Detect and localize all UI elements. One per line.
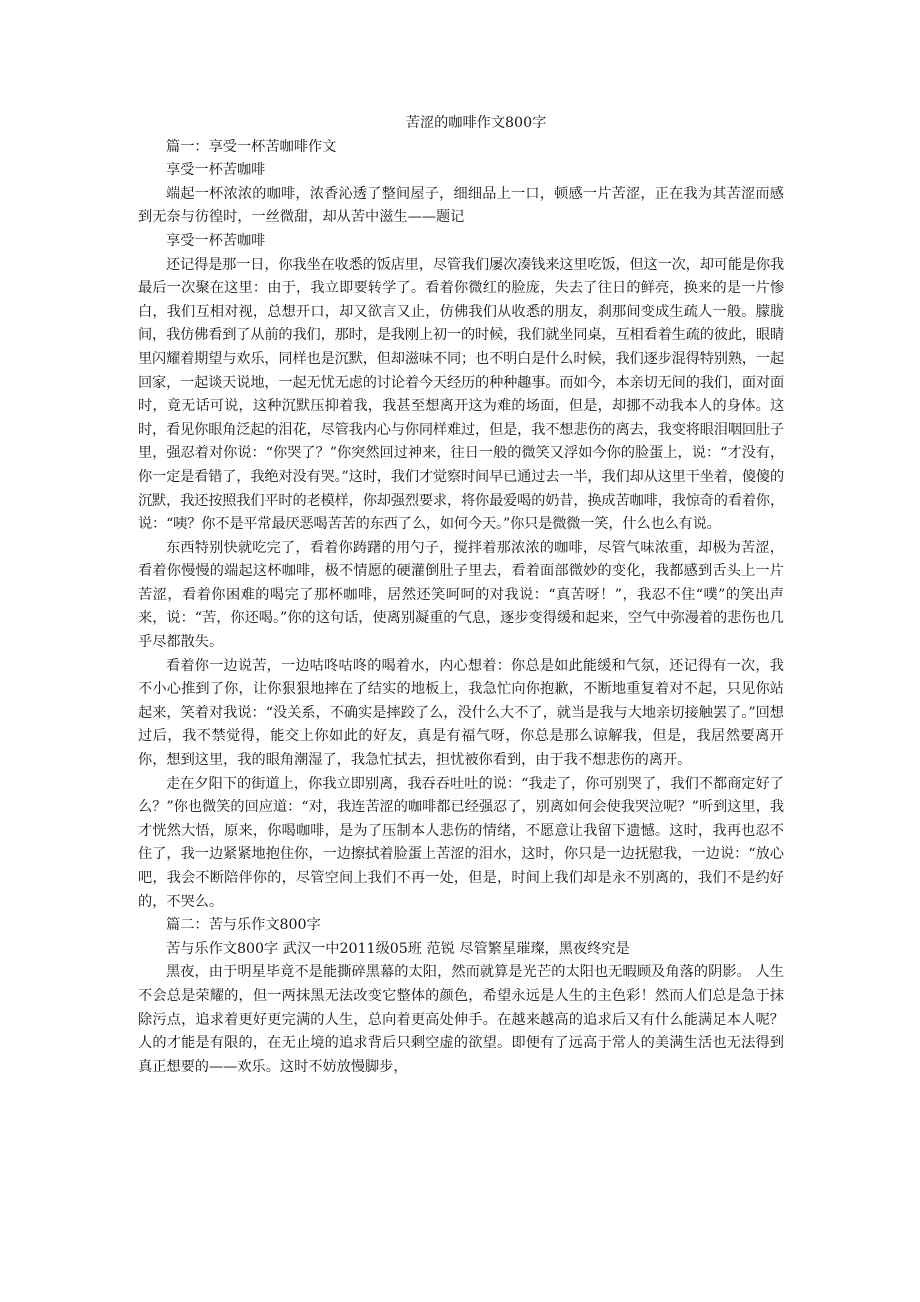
document-page (138, 112, 784, 1079)
section2-byline: 苦与乐作文800字 武汉一中2011级05班 范锐 尽管繁星璀璨，黑夜终究是 (166, 940, 630, 957)
section1-subtitle-repeat: 享受一杯苦咖啡 (166, 232, 266, 249)
section1-subtitle: 享受一杯苦咖啡 (166, 162, 266, 179)
section2-paragraph: 黑夜，由于明星毕竟不是能撕碎黑幕的太阳，然而就算是光芒的太阳也无暇顾及角落的阴影。 人生不会总是荣耀的，但一两抹黑无法改变它整体的颜色，希望永远是人生的主色彩！然而人们总是急于抹除污点，追求着更好更完满的人生，总向着更高处伸手。在越来越高的追求后又有什么能满足本人呢？人的才能是有限的，在无止境的追求背后只剩空虚的欲望。即便有了远高于常人的美满生活也无法得到真正想要的——欢乐。这时不妨放慢脚步， (138, 964, 784, 1075)
section1-heading: 篇一：享受一杯苦咖啡作文 (166, 138, 337, 155)
section1-paragraph: 东西特别快就吃完了，看着你踌躇的用勺子，搅拌着那浓浓的咖啡，尽管气味浓重，却极为苦涩，看着你慢慢的端起这杯咖啡，极不情愿的硬灌倒肚子里去，看着面部微妙的变化，我都感到舌头上一片苦涩，看着你困难的喝完了那杯咖啡，居然还笑呵呵的对我说：“真苦呀！”，我忍不住“噗”的笑出声来，说：“苦，你还喝。”你的这句话，使离别凝重的气息，逐步变得缓和起来，空气中弥漫着的悲伤也几乎尽都散失。 (138, 539, 784, 651)
section1-paragraph: 还记得是那一日，你我坐在收悉的饭店里，尽管我们屡次凑钱来这里吃饭，但这一次，却可能是你我最后一次聚在这里：由于，我立即要转学了。看着你微红的脸庞，失去了往日的鲜亮，换来的是一片惨白，我们互相对视，总想开口，却又欲言又止，仿佛我们从收悉的朋友，刹那间变成生疏人一般。朦胧间，我仿佛看到了从前的我们，那时，是我刚上初一的时候，我们就坐同桌，互相看着生疏的彼此，眼睛里闪耀着期望与欢乐，同样也是沉默，但却滋味不同；也不明白是什么时候，我们逐步混得特别熟，一起回家，一起谈天说地，一起无忧无虑的讨论着今天经历的种种趣事。而如今，本亲切无间的我们，面对面时，竟无话可说，这种沉默压抑着我，我甚至想离开这为难的场面，但是，却挪不动我本人的身体。这时，看见你眼角泛起的泪花，尽管我内心与你同样难过，但是，我不想悲伤的离去，我变将眼泪咽回肚子里，强忍着对你说：“你哭了？”你突然回过神来，往日一般的微笑又浮如今你的脸蛋上，说：“才没有，你一定是看错了，我绝对没有哭。”这时，我们才觉察时间早已通过去一半，我们却从这里干坐着，傻傻的沉默，我还按照我们平时的老模样，你却强烈要求，将你最爱喝的奶昔，换成苦咖啡，我惊奇的看着你，说：“咦？你不是平常最厌恶喝苦苦的东西了么，如何今天。”你只是微微一笑，什么也么有说。 (138, 256, 784, 533)
section1-paragraph: 走在夕阳下的街道上，你我立即别离，我吞吞吐吐的说：“我走了，你可别哭了，我们不都商定好了么？”你也微笑的回应道：“对，我连苦涩的咖啡都已经强忍了，别离如何会使我哭泣呢？”听到这里，我才恍然大悟，原来，你喝咖啡，是为了压制本人悲伤的情绪，不愿意让我留下遗憾。这时，我再也忍不住了，我一边紧紧地抱住你，一边擦拭着脸蛋上苦涩的泪水，这时，你只是一边抚慰我，一边说：“放心吧，我会不断陪伴你的，尽管空间上我们不再一处，但是，时间上我们却是永不别离的，我们不是约好的，不哭么。 (138, 775, 785, 910)
section1-intro: 端起一杯浓浓的咖啡，浓香沁透了整间屋子，细细品上一口，顿感一片苦涩，正在我为其苦涩而感到无奈与彷徨时，一丝微甜，却从苦中滋生——题记 (138, 185, 784, 226)
section2-heading: 篇二：苦与乐作文800字 (166, 917, 321, 934)
section1-paragraph: 看着你一边说苦，一边咕咚咕咚的喝着水，内心想着：你总是如此能缓和气氛，还记得有一次，我不小心推到了你，让你狠狠地摔在了结实的地板上，我急忙向你抱歉，不断地重复着对不起，只见你站起来，笑着对我说：“没关系，不确实是摔跤了么，没什么大不了，就当是我与大地亲切接触罢了。”回想过后，我不禁觉得，能交上你如此的好友，真是有福气呀，你总是那么谅解我，但是，我居然要离开你，想到这里，我的眼角潮湿了，我急忙拭去，担忧被你看到，由于我不想悲伤的离开。 (138, 657, 784, 769)
document-title: 苦涩的咖啡作文800字 (405, 115, 547, 131)
